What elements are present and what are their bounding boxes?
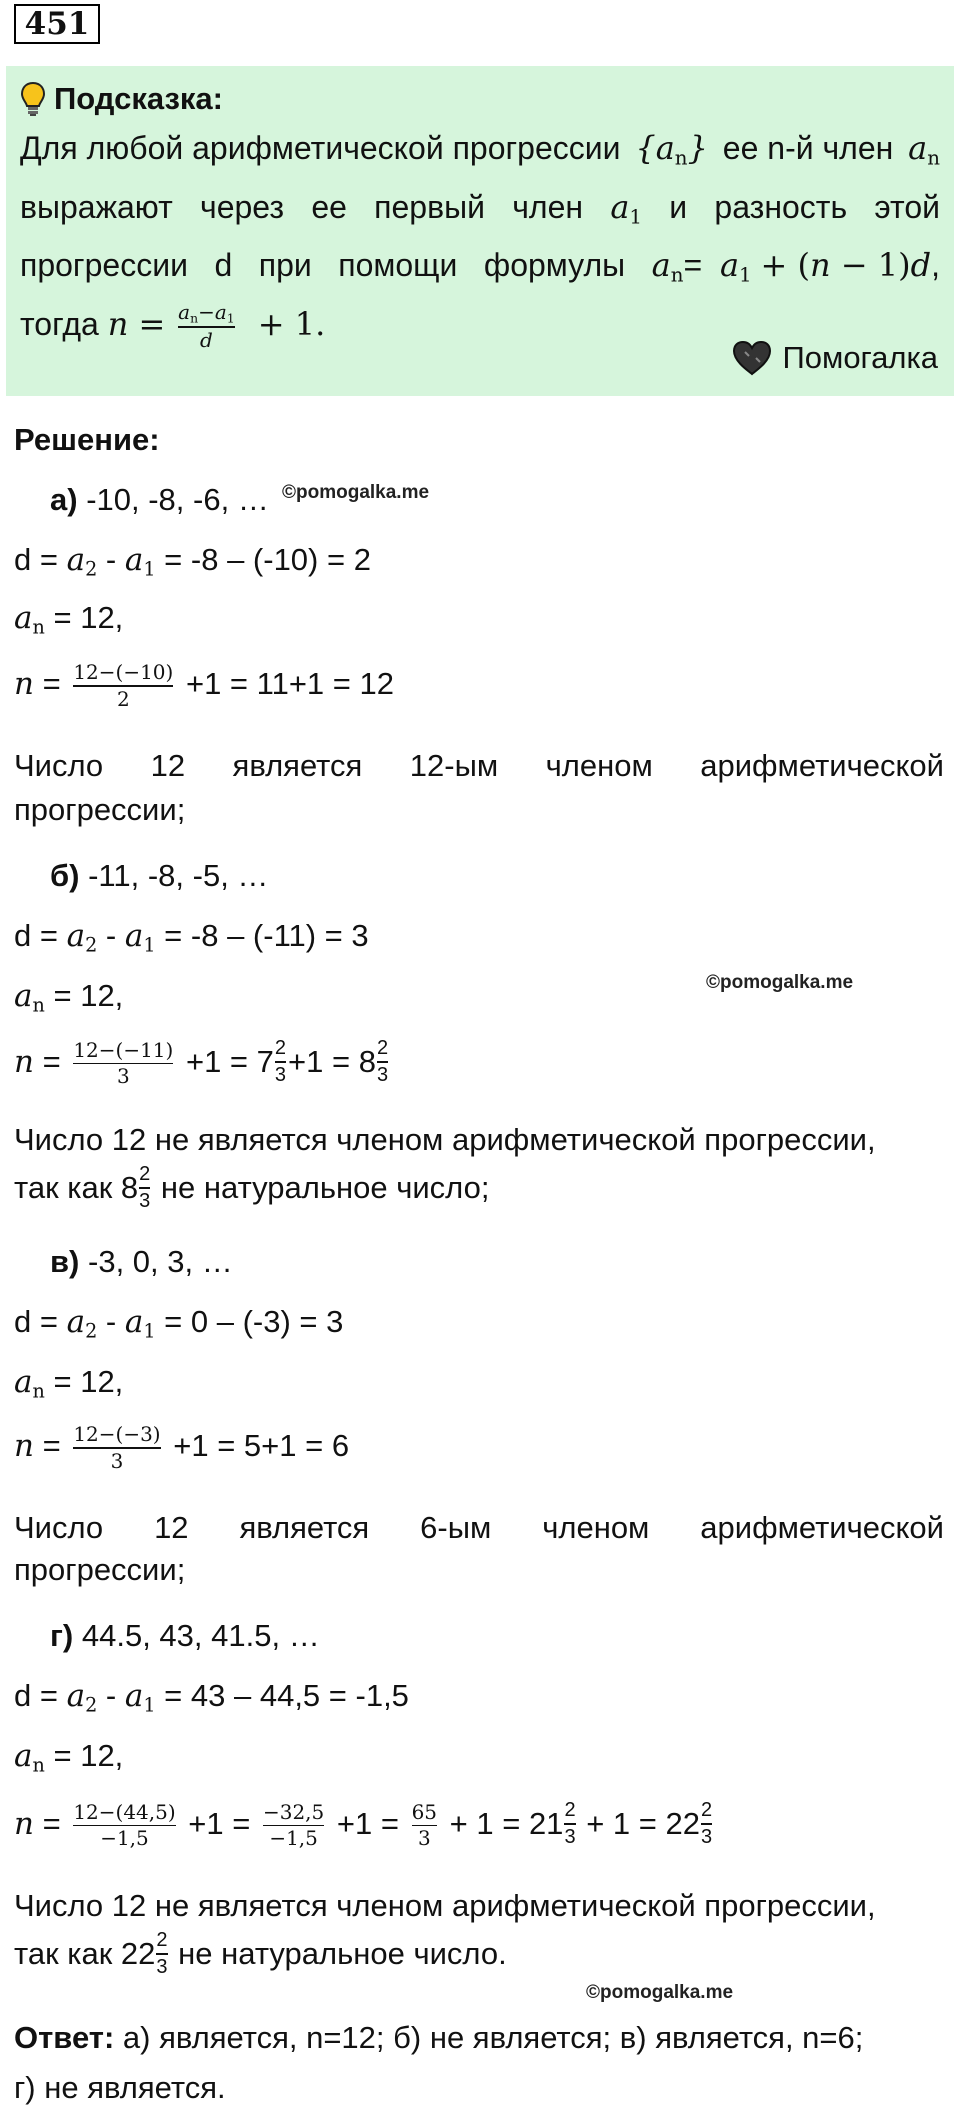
part-a-conclusion: Число 12 является 12-ым членом арифметической	[14, 748, 944, 783]
hint-box	[6, 66, 954, 396]
hint-word: при	[258, 247, 312, 284]
hint-word: d	[214, 247, 233, 284]
hint-header	[20, 76, 940, 122]
hint-title: Подсказка:	[54, 81, 223, 116]
formula-an: $a_n= a_1 + (n - 1)d$,	[651, 246, 940, 287]
part-d-n: n = $\frac{12-(44,5)}{-1,5}$ +1 = $\frac{-32,5}{-1,5}$ +1 = $\frac{65}{3}$ + 1 = 21 $\frac{2}{3}$ + 1 = 22 $\frac{2}{3}$	[14, 1799, 713, 1851]
hint-word: выражают	[20, 188, 173, 225]
part-c-d: $d = a_2 - a_1 = 0 - (-3) = 3$	[14, 1304, 344, 1343]
answer-line-2: г) не является.	[14, 2070, 226, 2105]
part-d-conclusion-2: так как 22 $\frac{2}{3}$ не натуральное число.	[14, 1929, 507, 1978]
part-b-d: $d = a_2 - a_1 = -8 - (-11) = 3$	[14, 918, 369, 957]
brand-name: Помогалка	[782, 340, 938, 375]
hint-word: первый	[374, 188, 485, 225]
hint-word: ее	[311, 188, 347, 225]
hint-word: разность	[714, 188, 848, 225]
seq-symbol: $\{a_n\}$	[635, 129, 708, 170]
part-d-conclusion: Число 12 не является членом арифметической прогрессии,	[14, 1888, 876, 1923]
part-d-d: $d = a_2 - a_1 = 43 - 44,5 = -1,5$	[14, 1678, 409, 1717]
problem-number: 451	[14, 4, 100, 44]
hint-word: этой	[874, 188, 940, 225]
a1-symbol: $a_1$	[610, 187, 643, 229]
part-a-an: $a_n = 12$,	[14, 600, 124, 639]
hint-word: тогда	[20, 305, 99, 342]
part-b-conclusion: Число 12 не является членом арифметической прогрессии,	[14, 1122, 876, 1157]
hint-line1-left: Для любой арифметической прогрессии	[20, 130, 621, 166]
part-a-sequence: а) -10, -8, -6, …	[50, 482, 269, 517]
part-d-sequence: г) 44.5, 43, 41.5, …	[50, 1618, 320, 1653]
part-b-conclusion-2: так как 8 $\frac{2}{3}$ не натуральное число;	[14, 1163, 490, 1212]
hint-word: формулы	[483, 247, 626, 284]
watermark: ©pomogalka.me	[706, 972, 854, 993]
brand	[732, 340, 938, 376]
hint-line1-mid: ее n-й член	[722, 130, 894, 166]
watermark: ©pomogalka.me	[586, 1982, 734, 2003]
heart-icon	[732, 340, 772, 376]
answer: Ответ: а) является, n=12; б) не является; в) является, n=6;	[14, 2020, 864, 2055]
solution-title: Решение:	[14, 422, 160, 457]
part-b-n: n = $\frac{12-(-11)}{3}$ +1 = 7 $\frac{2}{3}$ +1 = 8 $\frac{2}{3}$	[14, 1037, 389, 1089]
part-d-an: $a_n = 12$,	[14, 1738, 124, 1777]
hint-word: через	[200, 188, 285, 225]
hint-text	[20, 124, 940, 351]
hint-word: и	[669, 188, 688, 225]
hint-word: член	[512, 188, 584, 225]
part-a-n: n = $\frac{12-(-10)}{2}$ +1 = 11+1 = 12	[14, 660, 394, 711]
hint-word: помощи	[338, 247, 458, 284]
part-c-conclusion-2: прогрессии;	[14, 1552, 186, 1587]
part-c-an: $a_n = 12$,	[14, 1364, 124, 1403]
part-c-n: n = $\frac{12-(-3)}{3}$ +1 = 5+1 = 6	[14, 1422, 350, 1473]
part-b-an: $a_n = 12$,	[14, 978, 124, 1017]
watermark: ©pomogalka.me	[282, 482, 430, 503]
part-c-sequence: в) -3, 0, 3, …	[50, 1244, 233, 1279]
part-a-conclusion-2: прогрессии;	[14, 792, 186, 827]
part-c-conclusion: Число 12 является 6-ым членом арифметической	[14, 1510, 944, 1545]
lightbulb-icon	[20, 81, 46, 117]
part-b-sequence: б) -11, -8, -5, …	[50, 858, 269, 893]
an-symbol: $a_n$	[908, 129, 940, 170]
formula-fraction: $\frac{a_n-a_1}{d}$	[178, 299, 235, 352]
hint-word: прогрессии	[20, 247, 188, 284]
hint-line4: тогда n = $\frac{a_n-a_1}{d}$ + 1.	[20, 299, 326, 352]
part-a-d: $d = a_2 - a_1 = -8 - (-10) = 2$	[14, 542, 371, 581]
